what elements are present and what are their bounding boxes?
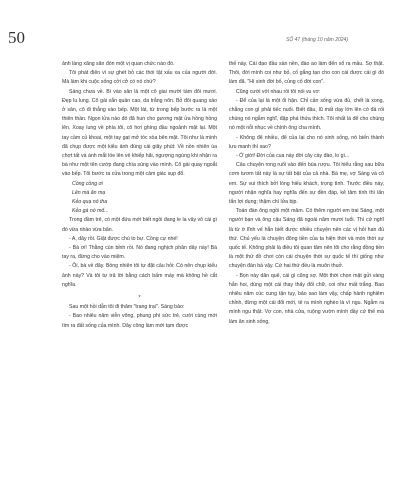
paragraph: - Ở giời! Đời của cua này đời cây cày đào, lo gì... <box>236 153 350 160</box>
section-separator: * <box>138 295 141 302</box>
page-number: 50 <box>8 28 25 47</box>
poem-line: Kẻo gà nó mổ... <box>72 208 109 215</box>
paragraph: - Không để nhiều, để của lại cho nó sinh sống, nó biến thành lưu manh thì sao? <box>229 134 384 150</box>
issue-label: SỐ 47 (tháng 10 năm 2024) <box>286 37 348 43</box>
poem-line: Lên mà ăn mạ <box>72 189 106 196</box>
paragraph: Sau một hồi dẫn tôi đi thăm "trang trại". Sáng bảo: <box>69 304 185 311</box>
paragraph: ảnh làng xãng săn đón một vị quan chức nào đó. <box>62 61 175 67</box>
paragraph: - A, dây rồi. Giật được chú to bự. Cồng cự nhé! <box>69 235 178 242</box>
right-column <box>229 60 384 327</box>
paragraph: Tôi phát điên vì sự ghét bỏ các thói tật xấu xa của người đời. Mà làm khi cuộc sống cởi cở có nó chứ? <box>62 70 217 86</box>
paragraph: Sáng chưa về. Bì vào sân là một cô giai mười tám đôi mươi. Đẹp lu lung. Cô gái xắn quần cao, da trắng nõn. Bỏ đôi quang xảo ở sân, cô đi thẳng vào bếp. Một lát, từ trong bếp bước ra là một thiên thần. Ngọn lửa nào đó đã hun cho gương mặt ửa hồng hồng lên. Xoay lung về phía tôi, cô hơi ghìng đầu ngoảnh mặt lại. Một tay cầm củ khoai, một tay gạt mở tóc xòa bên mặt. Tôi như là mình đã chụp được một kiểu ảnh đúng cái giây phút: Về nồn nhiên ùa chợt tất và ánh mắt lóe lên vẻ khiếp hãi, ngượng ngùng khi nhận ra bà như một tên cướp đang chìa súng vào mình. Cô gái quay ngoắt vào bếp. Tôi bước ra cửa trong một cảm giác sụp đổ. <box>62 88 217 178</box>
paragraph: Toán đàn ông ngồi một mâm. Có thêm người em trai Sáng, một người bạn và ông cậu Sáng đã ngoài năm mươi tuổi. Thì cứ nghĩ là từ ờ lĩnh vế hẳn biết được nhiều chuyện nên các vị hỏi han đủ thứ. Chủ yếu là chuyện đông tiền của ta hiện thời và món thời sự quốc tế. Không phải là điều tôi quan tâm nên tôi cho rằng đồng tiền là một thứ đồ chơi còn cái chuyện thời sự quốc tế thì giống như chuyện đàn bà vậy. Cứ hai thứ đều là muôn thuở. <box>229 208 384 270</box>
paragraph: thế này. Cái dạo đầu sàn nền, đào ao làm đến xổ ra mầu. Sợ thật. Thôi, đời mình coi như bỏ, cố gắng tạo cho con cái được cái gì đó làm đã. "Hí sinh đời bố, củng cố đời con". <box>229 61 384 86</box>
paragraph: - Bao nhiêu năm viễn vông, phung phí sức trẻ, cười cùng mới tìm ra đất sống của mình. Dây công làm mới tạm được <box>62 313 217 329</box>
paragraph: - Bà ơi! Thằng cún bỉnh rồi. Nó đang nghịch phân dây này! Bà tay ra, đừng cho vào miệm. <box>62 245 217 261</box>
paragraph: - Để của lại là một ổi hận. Chỉ cần sống vừa đủ, chết là xong, chẳng con gì phải tiếc nuối. Biết đâu, lũ mất dạy lớn lên có đá rối chúng nó ngẫm nghĩ, đập phá thứa thích. Tôi nhất là để cho chúng nó một nỗi nhục về chính ông cha mình. <box>229 97 384 132</box>
poem-line: Cồng cồng ơi <box>72 180 103 187</box>
paragraph: Cũng cười với nhau rồi tôi nói vu vơ: <box>236 88 321 95</box>
paragraph: - Ôi, bà về đây. Bồng nhiên tôi tự đặt câu hỏi: Có nên chụp kiểu ảnh này? Và tôi tự trả lời bằng cách bấm máy mà không hề cắt nghĩa. <box>62 263 217 288</box>
paragraph: Trong đầm trẻ, có một đứa mới biết ngồi đang le la vây vô cái gì đó vừa nhào vừa bẩn. <box>62 217 217 233</box>
left-column <box>62 60 217 331</box>
poem-line: Kẻo quạ nó tha <box>72 199 108 206</box>
paragraph: Câu chuyện rong ruổi vào đến bùa rượu. Tôi hiểu rằng sau bữa cơm tươm tất này là sự tất bật của cả nhà. Bà mẹ, vợ Sáng và cô em. Sự vui thích bởi lòng hiếu khách, trọng tình. Trước điều này, người nhận nghĩa hay nghĩa đến sự đền đáp, kẻ tâm tính thì lẩn tẩn lợi dụng; thậm chí lửa bịp. <box>229 162 384 206</box>
paragraph: - Bọn này dân quê, cái gì cũng sợ. Một thời chọn mặt gửi vàng hắn hoi, dùng một cái thay thấy đổi chữ, coi như mất trắng. Bao nhiêu năm cúc cung tận tụy, bảo sao làm vậy, chấp hành nghiêm chỉnh, đừng một cái đổi mới, tẻ ra mình nghèo là vì ngu. Ngẫm ra mình ngu thật. Vợ con, nhà cửa, ruộng vườn mình đầy cứ thế mà làm ăn sinh sống, <box>229 272 384 325</box>
